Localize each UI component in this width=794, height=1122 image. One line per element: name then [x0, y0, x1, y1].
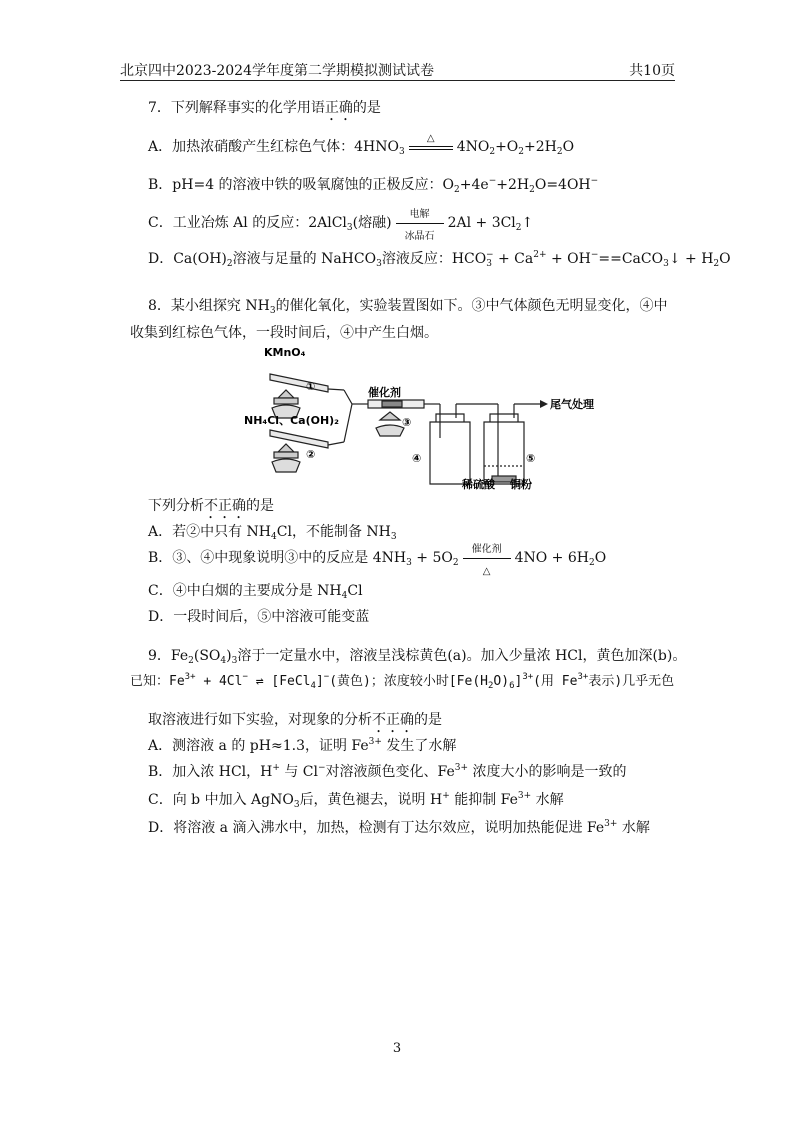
label-catalyst: 催化剂	[368, 386, 401, 399]
q8-ask: 下列分析不正确的是	[148, 498, 274, 514]
reaction-arrow: △	[407, 139, 455, 155]
q9-ask: 取溶液进行如下实验，对现象的分析不正确的是	[148, 712, 442, 728]
label-copper: 铜粉	[510, 478, 532, 490]
q8-option-b: B．③、④中现象说明③中的反应是 $4NH_3 + 5O_2$ 催化剂 △ $4NO + 6H_2O$	[148, 544, 607, 577]
exam-title: 北京四中2023-2024学年度第二学期模拟测试试卷	[120, 63, 434, 79]
label-kmno4: KMnO₄	[264, 346, 306, 359]
q9-option-b: B．加入浓 HCl，H+ 与 Cl−对溶液颜色变化、$Fe^{3+}$ 浓度大小的影响是一致的	[148, 763, 627, 780]
label-4: ④	[412, 452, 422, 465]
q7-option-b: B．pH=4 的溶液中铁的吸氧腐蚀的正极反应：$O_2+4e^-+2H_2O=4OH^-$	[148, 176, 599, 195]
q9-stem: 9．$Fe_2(SO_4)_3$溶于一定量水中，溶液呈浅棕黄色(a)。加入少量浓 HCl，黄色加深(b)。	[148, 648, 687, 666]
label-5: ⑤	[526, 452, 536, 465]
label-3: ③	[402, 416, 412, 429]
label-acid: 稀硫酸	[462, 478, 495, 490]
apparatus-diagram	[240, 338, 600, 490]
equilibrium-arrow: ⇌	[255, 674, 264, 689]
q9-known: 已知：$Fe^{3+} + 4Cl^-$ ⇌ [FeCl$_4$]−(黄色)；浓度较小时$[Fe(H_2O)_6]^{3+}$(用 $Fe^{3+}$表示)几乎无色	[130, 672, 675, 691]
label-tail: 尾气处理	[550, 398, 594, 411]
catalyst-arrow: 催化剂 △	[461, 550, 513, 566]
label-2: ②	[306, 448, 316, 461]
q9-option-a: A．测溶液 a 的 pH≈1.3，证明 $Fe^{3+}$ 发生了水解	[148, 737, 457, 754]
label-1: ①	[306, 380, 316, 393]
page-number: 3	[392, 1041, 402, 1056]
page-count: 共10页	[629, 63, 675, 79]
label-nh4cl: NH₄Cl、Ca(OH)₂	[244, 414, 339, 427]
q7-option-c: C．工业冶炼 Al 的反应：2AlCl$_3$(熔融) 电解 冰晶石 $2Al + 3Cl_2↑$	[148, 209, 534, 242]
q8-option-a: A．若②中只有 $NH_4Cl$，不能制备 $NH_3$	[148, 524, 397, 542]
q7-option-d: D．$Ca(OH)_2$溶液与足量的 NaHCO$_3$溶液反应：$HCO_3^- + Ca^{2+}$ + OH−==CaCO$_3$↓ + $H_2O$	[148, 250, 731, 269]
q8-option-d: D．一段时间后，⑤中溶液可能变蓝	[148, 609, 370, 625]
q7-option-a: A．加热浓硝酸产生红棕色气体：$4HNO_3$ △ $4NO_2+O_2+2H_2O$	[148, 133, 575, 157]
q9-option-d: D．将溶液 a 滴入沸水中，加热，检测有丁达尔效应，说明加热能促进 $Fe^{3+}$ 水解	[148, 819, 650, 836]
electrolysis-arrow: 电解 冰晶石	[394, 215, 446, 231]
q8-stem-line2: 收集到红棕色气体，一段时间后，④中产生白烟。	[130, 325, 438, 341]
page-header	[120, 58, 675, 81]
q7-stem: 7．下列解释事实的化学用语正确的是	[148, 100, 381, 116]
q9-option-c: C．向 b 中加入 AgNO$_3$后，黄色褪去，说明 H+ 能抑制 $Fe^{3+}$ 水解	[148, 791, 564, 810]
q8-stem-line1: 8．某小组探究 $NH_3$的催化氧化，实验装置图如下。③中气体颜色无明显变化，④中	[148, 298, 668, 316]
q8-option-c: C．④中白烟的主要成分是 $NH_4Cl$	[148, 583, 363, 601]
